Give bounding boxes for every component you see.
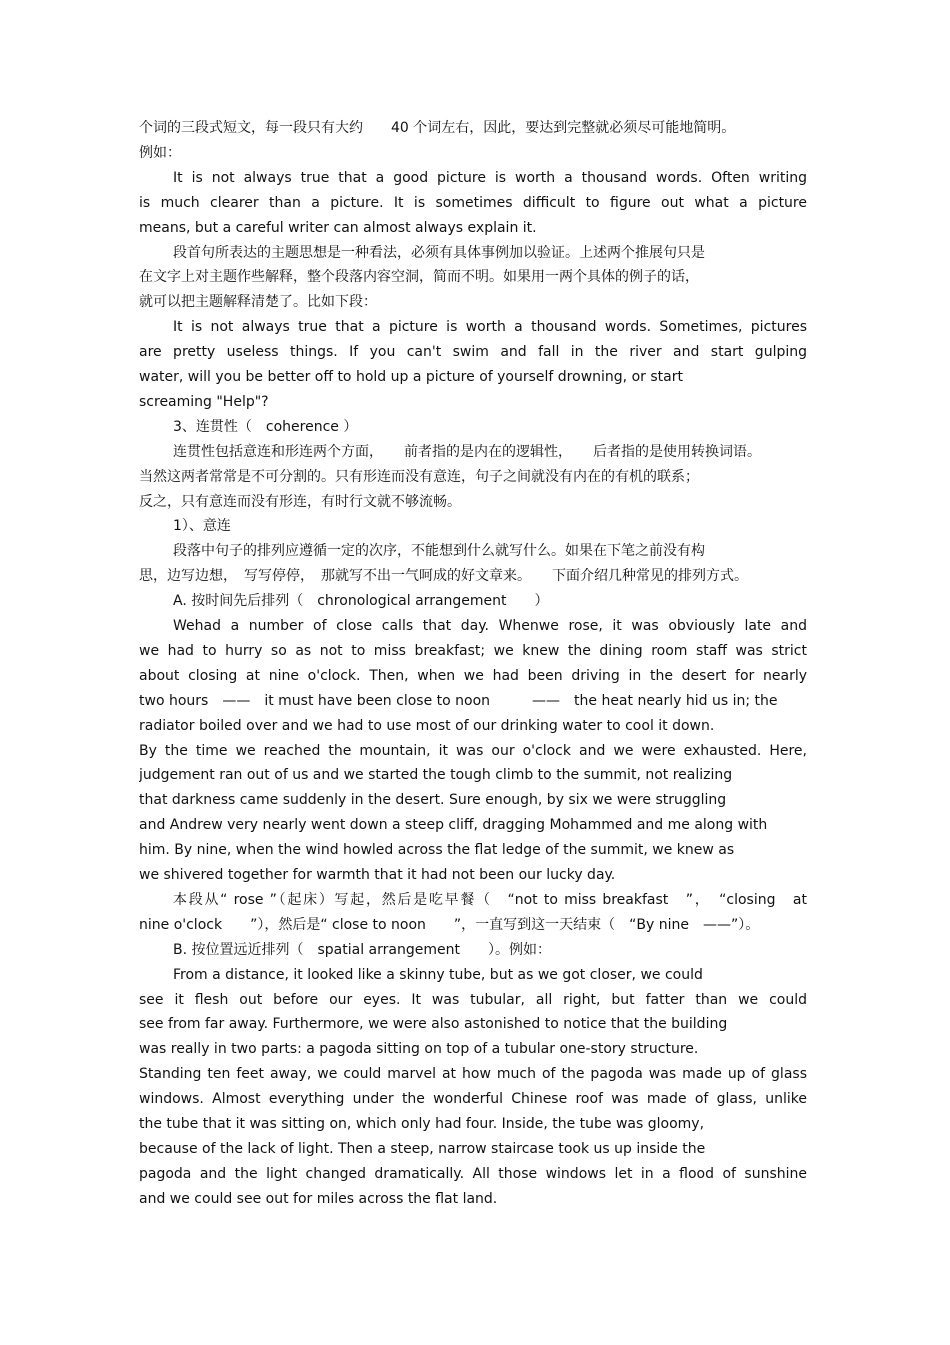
text-line: radiator boiled over and we had to use most of our drinking water to cool it down.: [139, 718, 715, 734]
text-line: see from far away. Furthermore, we were also astonished to notice that the building: [139, 1016, 728, 1032]
text-line: and Andrew very nearly went down a steep cliff, dragging Mohammed and me along with: [139, 817, 768, 833]
text-line: screaming "Help"?: [139, 394, 269, 410]
text-line: From a distance, it looked like a skinny tube, but as we got closer, we could: [173, 967, 703, 983]
text-line: because of the lack of light. Then a steep, narrow staircase took us up inside the: [139, 1141, 706, 1157]
text-line: is much clearer than a picture. It is sometimes difficult to figure out what a picture: [139, 195, 807, 211]
text-line: the tube that it was sitting on, which only had four. Inside, the tube was gloomy,: [139, 1116, 705, 1132]
text-line: 段落中句子的排列应遵循一定的次序，不能想到什么就写什么。如果在下笔之前没有构: [173, 543, 705, 559]
text-line: 就可以把主题解释清楚了。比如下段：: [139, 294, 377, 310]
text-line: It is not always true that a picture is worth a thousand words. Sometimes, pictures: [173, 319, 807, 335]
text-line: 思，边写边想， 写写停停， 那就写不出一气呵成的好文章来。 下面介绍几种常见的排列方式。: [139, 568, 748, 584]
text-line: 连贯性包括意连和形连两个方面， 前者指的是内在的逻辑性， 后者指的是使用转换词语。: [173, 444, 761, 460]
text-line: nine o'clock ”），然后是“ close to noon ”，一直写到这一天结束（ “By nine ——”）。: [139, 917, 760, 933]
text-line: two hours —— it must have been close to noon —— the heat nearly hid us in; the: [139, 693, 778, 709]
text-line: him. By nine, when the wind howled across the flat ledge of the summit, we knew as: [139, 842, 735, 858]
text-line: 例如：: [139, 145, 181, 161]
text-line: 当然这两者常常是不可分割的。只有形连而没有意连，句子之间就没有内在的有机的联系；: [139, 469, 699, 485]
text-line: Wehad a number of close calls that day. Whenwe rose, it was obviously late and: [173, 618, 807, 634]
text-line: 3、连贯性（ coherence ）: [173, 419, 358, 435]
text-line: are pretty useless things. If you can't swim and fall in the river and start gulping: [139, 344, 807, 360]
text-line: about closing at nine o'clock. Then, when we had been driving in the desert for nearly: [139, 668, 807, 684]
text-line: pagoda and the light changed dramatically. All those windows let in a flood of sunshine: [139, 1166, 807, 1182]
text-line: we had to hurry so as not to miss breakfast; we knew the dining room staff was strict: [139, 643, 807, 659]
text-line: that darkness came suddenly in the desert. Sure enough, by six we were struggling: [139, 792, 727, 808]
text-line: we shivered together for warmth that it had not been our lucky day.: [139, 867, 616, 883]
text-line: 个词的三段式短文，每一段只有大约 40 个词左右，因此，要达到完整就必须尽可能地简明。: [139, 120, 736, 136]
text-line: A. 按时间先后排列（ chronological arrangement ）: [173, 593, 549, 609]
text-line: 1）、意连: [173, 518, 231, 534]
text-line: windows. Almost everything under the wonderful Chinese roof was made of glass, unlike: [139, 1091, 807, 1107]
text-line: B. 按位置远近排列（ spatial arrangement ）。例如：: [173, 942, 551, 958]
text-line: and we could see out for miles across the flat land.: [139, 1191, 498, 1207]
text-line: 反之，只有意连而没有形连，有时行文就不够流畅。: [139, 494, 461, 510]
text-line: 段首句所表达的主题思想是一种看法，必须有具体事例加以验证。上述两个推展句只是: [173, 245, 705, 261]
text-line: By the time we reached the mountain, it was our o'clock and we were exhausted. Here,: [139, 743, 807, 759]
text-line: 在文字上对主题作些解释，整个段落内容空洞，简而不明。如果用一两个具体的例子的话，: [139, 269, 699, 285]
text-line: Standing ten feet away, we could marvel at how much of the pagoda was made up of glass: [139, 1066, 807, 1082]
text-line: means, but a careful writer can almost always explain it.: [139, 220, 537, 236]
text-line: was really in two parts: a pagoda sitting on top of a tubular one-story structure.: [139, 1041, 699, 1057]
text-line: judgement ran out of us and we started the tough climb to the summit, not realizing: [139, 767, 733, 783]
text-line: water, will you be better off to hold up a picture of yourself drowning, or start: [139, 369, 683, 385]
text-line: It is not always true that a good picture is worth a thousand words. Often writing: [173, 170, 807, 186]
text-line: see it flesh out before our eyes. It was tubular, all right, but fatter than we could: [139, 992, 807, 1008]
text-line: 本段从“ rose ”（起床）写起，然后是吃早餐（ “not to miss breakfast ”， “closing at: [173, 892, 807, 908]
